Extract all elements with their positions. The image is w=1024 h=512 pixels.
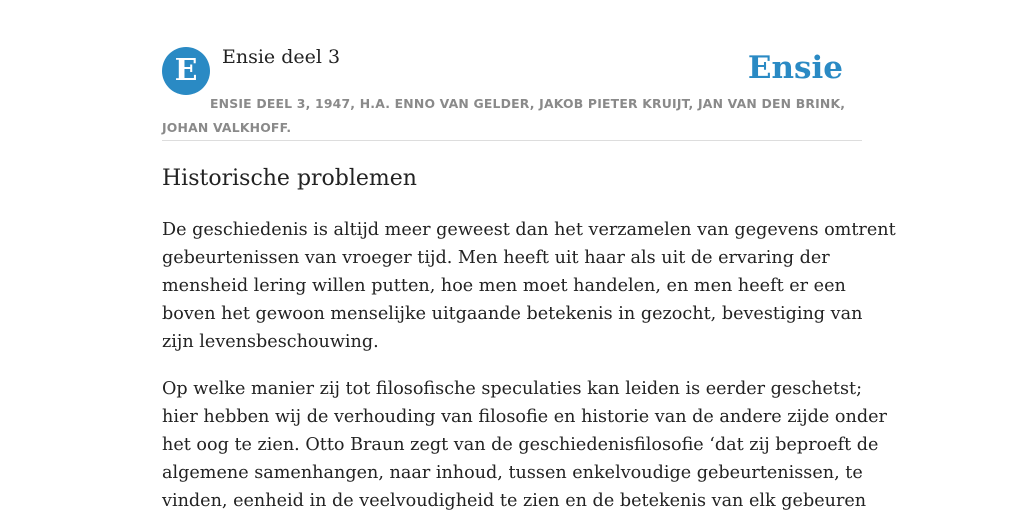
article-paragraph: [162, 216, 896, 356]
paragraph-line: boven het gewoon menselijke uitgaande betekenis in gezocht, bevestiging van: [162, 304, 863, 324]
book-title-link[interactable]: Ensie deel 3: [222, 46, 341, 68]
page-header: [162, 44, 862, 141]
paragraph-line: Op welke manier zij tot filosofische speculaties kan leiden is eerder geschetst;: [162, 379, 863, 399]
article: [162, 160, 896, 512]
paragraph-line: algemene samenhangen, naar inhoud, tussen enkelvoudige gebeurtenissen, te: [162, 463, 863, 483]
brand-link[interactable]: Ensie: [747, 50, 843, 86]
paragraph-line: De geschiedenis is altijd meer geweest dan het verzamelen van gegevens omtrent: [162, 220, 896, 240]
article-title: Historische problemen: [162, 166, 417, 191]
ensie-logo[interactable]: E: [162, 47, 210, 95]
paragraph-line: vinden, eenheid in de veelvoudigheid te zien en de betekenis van elk gebeuren: [162, 491, 867, 511]
source-meta: ENSIE DEEL 3, 1947, H.A. ENNO VAN GELDER, JAKOB PIETER KRUIJT, JAN VAN DEN BRINK, JOHAN VALKHOFF.: [162, 96, 846, 135]
paragraph-line: het oog te zien. Otto Braun zegt van de geschiedenisfilosofie ‘dat zij beproeft de: [162, 435, 879, 455]
article-paragraph: [162, 375, 887, 512]
paragraph-line: mensheid lering willen putten, hoe men moet handelen, en men heeft er een: [162, 276, 846, 296]
paragraph-line: hier hebben wij de verhouding van filosofie en historie van de andere zijde onder: [162, 407, 887, 427]
paragraph-line: gebeurtenissen van vroeger tijd. Men heeft uit haar als uit de ervaring der: [162, 248, 830, 268]
paragraph-line: zijn levensbeschouwing.: [162, 332, 379, 352]
